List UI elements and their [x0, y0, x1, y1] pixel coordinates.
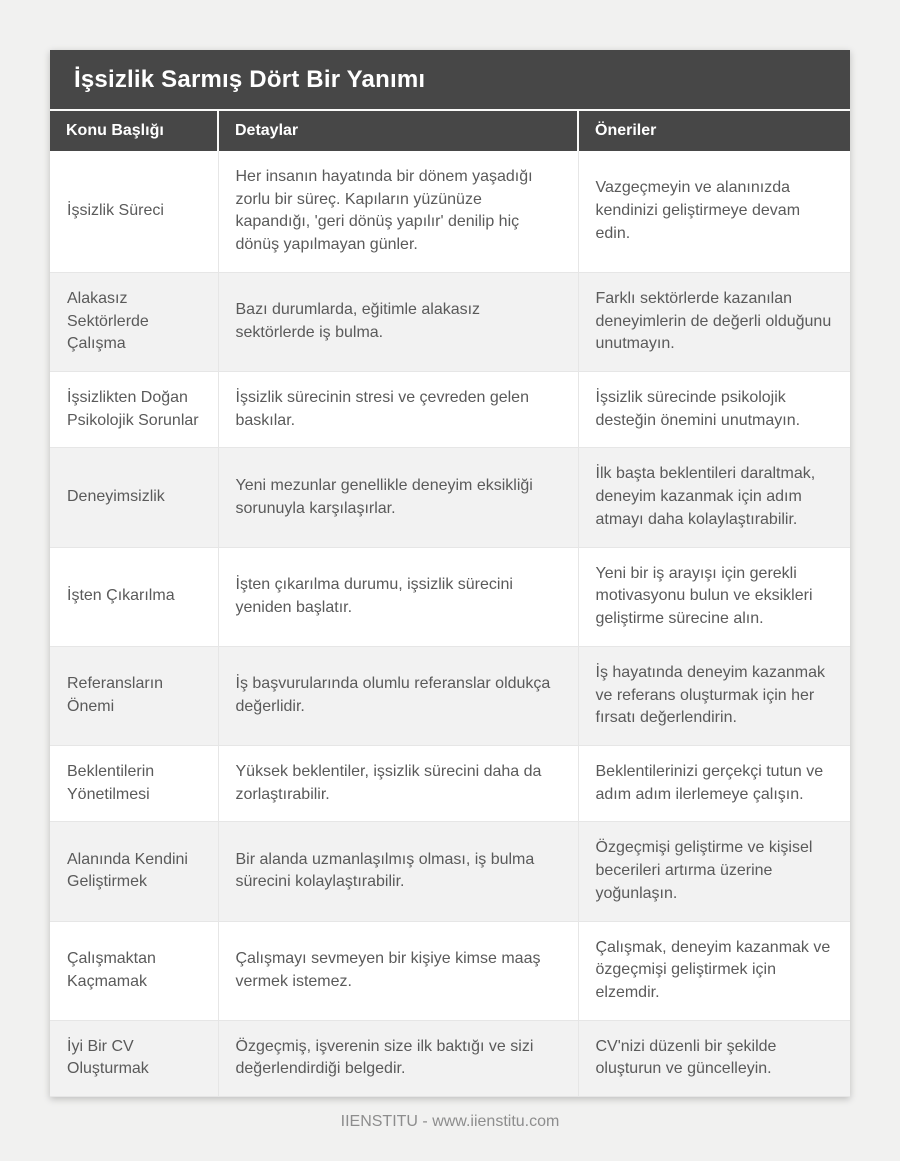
table-row	[50, 745, 850, 821]
suggestion-cell: Farklı sektörlerde kazanılan deneyimlerin de değerli olduğunu unutmayın.	[578, 272, 850, 371]
suggestion-cell: İş hayatında deneyim kazanmak ve referans oluşturmak için her fırsatı değerlendirin.	[578, 646, 850, 745]
column-header-suggestions: Öneriler	[578, 111, 850, 151]
details-cell: İşsizlik sürecinin stresi ve çevreden gelen baskılar.	[218, 372, 578, 448]
details-cell: Yeni mezunlar genellikle deneyim eksikliği sorunuyla karşılaşırlar.	[218, 448, 578, 547]
suggestion-cell: İlk başta beklentileri daraltmak, deneyim kazanmak için adım atmayı daha kolaylaştırabilir.	[578, 448, 850, 547]
topic-cell: İşsizlikten Doğan Psikolojik Sorunlar	[50, 372, 218, 448]
column-header-details: Detaylar	[218, 111, 578, 151]
details-cell: Çalışmayı sevmeyen bir kişiye kimse maaş vermek istemez.	[218, 921, 578, 1020]
details-cell: Her insanın hayatında bir dönem yaşadığı zorlu bir süreç. Kapıların yüzünüze kapandığı, 'geri dönüş yapılır' denilip hiç dönüş yapılmayan günler.	[218, 151, 578, 272]
table-row	[50, 448, 850, 547]
suggestion-cell: Yeni bir iş arayışı için gerekli motivasyonu bulun ve eksikleri geliştirme sürecine alın.	[578, 547, 850, 646]
suggestion-cell: CV'nizi düzenli bir şekilde oluşturun ve güncelleyin.	[578, 1020, 850, 1096]
details-cell: Özgeçmiş, işverenin size ilk baktığı ve sizi değerlendirdiği belgedir.	[218, 1020, 578, 1096]
topic-cell: İyi Bir CV Oluşturmak	[50, 1020, 218, 1096]
column-header-topic: Konu Başlığı	[50, 111, 218, 151]
details-cell: Bir alanda uzmanlaşılmış olması, iş bulma sürecini kolaylaştırabilir.	[218, 822, 578, 921]
topic-cell: Alanında Kendini Geliştirmek	[50, 822, 218, 921]
table-row	[50, 151, 850, 272]
table-row	[50, 1020, 850, 1096]
topic-cell: Deneyimsizlik	[50, 448, 218, 547]
table-row	[50, 547, 850, 646]
table-row	[50, 372, 850, 448]
details-cell: İşten çıkarılma durumu, işsizlik sürecini yeniden başlatır.	[218, 547, 578, 646]
topics-table	[50, 111, 850, 1097]
table-row	[50, 646, 850, 745]
suggestion-cell: Vazgeçmeyin ve alanınızda kendinizi geliştirmeye devam edin.	[578, 151, 850, 272]
topic-cell: Alakasız Sektörlerde Çalışma	[50, 272, 218, 371]
topic-cell: İşten Çıkarılma	[50, 547, 218, 646]
table-header-row	[50, 111, 850, 151]
suggestion-cell: Beklentilerinizi gerçekçi tutun ve adım adım ilerlemeye çalışın.	[578, 745, 850, 821]
content-card	[50, 50, 850, 1097]
table-row	[50, 921, 850, 1020]
details-cell: Yüksek beklentiler, işsizlik sürecini daha da zorlaştırabilir.	[218, 745, 578, 821]
table-row	[50, 822, 850, 921]
topic-cell: Referansların Önemi	[50, 646, 218, 745]
suggestion-cell: İşsizlik sürecinde psikolojik desteğin önemini unutmayın.	[578, 372, 850, 448]
topic-cell: İşsizlik Süreci	[67, 202, 164, 220]
suggestion-cell: Çalışmak, deneyim kazanmak ve özgeçmişi geliştirmek için elzemdir.	[578, 921, 850, 1020]
suggestion-cell: Özgeçmişi geliştirme ve kişisel becerileri artırma üzerine yoğunlaşın.	[578, 822, 850, 921]
page-title: İşsizlik Sarmış Dört Bir Yanımı	[50, 50, 850, 111]
footer-credit: IIENSTITU - www.iienstitu.com	[340, 1113, 560, 1131]
table-row	[50, 272, 850, 371]
topic-cell: Çalışmaktan Kaçmamak	[50, 921, 218, 1020]
details-cell: İş başvurularında olumlu referanslar oldukça değerlidir.	[218, 646, 578, 745]
details-cell: Bazı durumlarda, eğitimle alakasız sektörlerde iş bulma.	[218, 272, 578, 371]
topic-cell: Beklentilerin Yönetilmesi	[50, 745, 218, 821]
